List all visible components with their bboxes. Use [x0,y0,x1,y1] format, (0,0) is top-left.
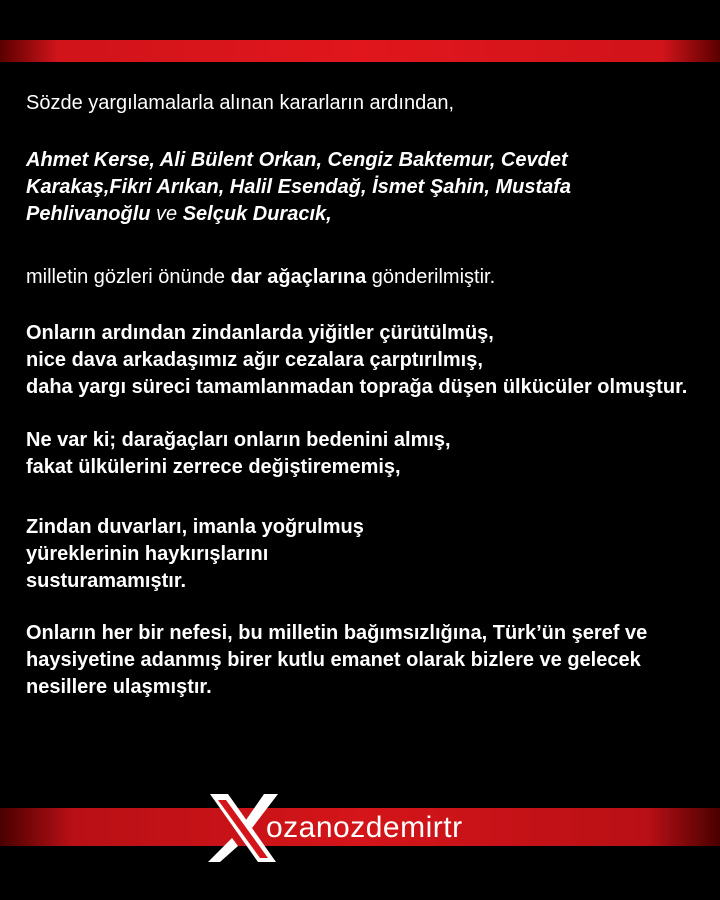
paragraph-line: Onların her bir nefesi, bu milletin bağımsızlığına, Türk’ün şeref ve haysiyetine adanmış birer kutlu emanet olarak bizlere ve gelecek nesillere ulaşmıştır. [26,622,648,698]
sentence-after: gönderilmiştir. [366,266,496,288]
paragraph-line: Ne var ki; darağaçları onların bedenini almış, [26,429,451,451]
names-list [26,147,696,228]
paragraph-line: Onların ardından zindanlarda yiğitler çürütülmüş, [26,322,494,344]
top-red-bar [0,40,720,62]
names-connector: ve [150,203,183,225]
paragraph-line: daha yargı süreci tamamlanmadan toprağa düşen ülkücüler olmuştur. [26,376,688,398]
paragraph-legacy [26,620,696,701]
execution-sentence [26,264,696,291]
paragraph-line: yüreklerinin haykırışlarını [26,543,269,565]
brand-handle: ozanozdemirtr [266,811,463,844]
names-main: Ahmet Kerse, Ali Bülent Orkan, Cengiz Baktemur, Cevdet Karakaş,Fikri Arıkan, Halil Esendağ, İsmet Şahin, Mustafa Pehlivanoğlu [26,149,572,225]
paragraph-line: susturamamıştır. [26,570,187,592]
paragraph-walls [26,514,696,595]
intro-line: Sözde yargılamalarla alınan kararların ardından, [26,92,455,114]
sentence-emphasis: dar ağaçlarına [230,266,367,288]
paragraph-gallows [26,427,696,481]
paragraph-line: fakat ülkülerini zerrece değiştirememiş, [26,456,401,478]
sentence-before: milletin gözleri önünde [26,266,231,288]
paragraph-prisons [26,320,696,401]
paragraph-line: nice dava arkadaşımız ağır cezalara çarptırılmış, [26,349,483,371]
names-last: Selçuk Duracık, [182,203,332,225]
statement-text [26,90,696,701]
paragraph-line: Zindan duvarları, imanla yoğrulmuş [26,516,364,538]
